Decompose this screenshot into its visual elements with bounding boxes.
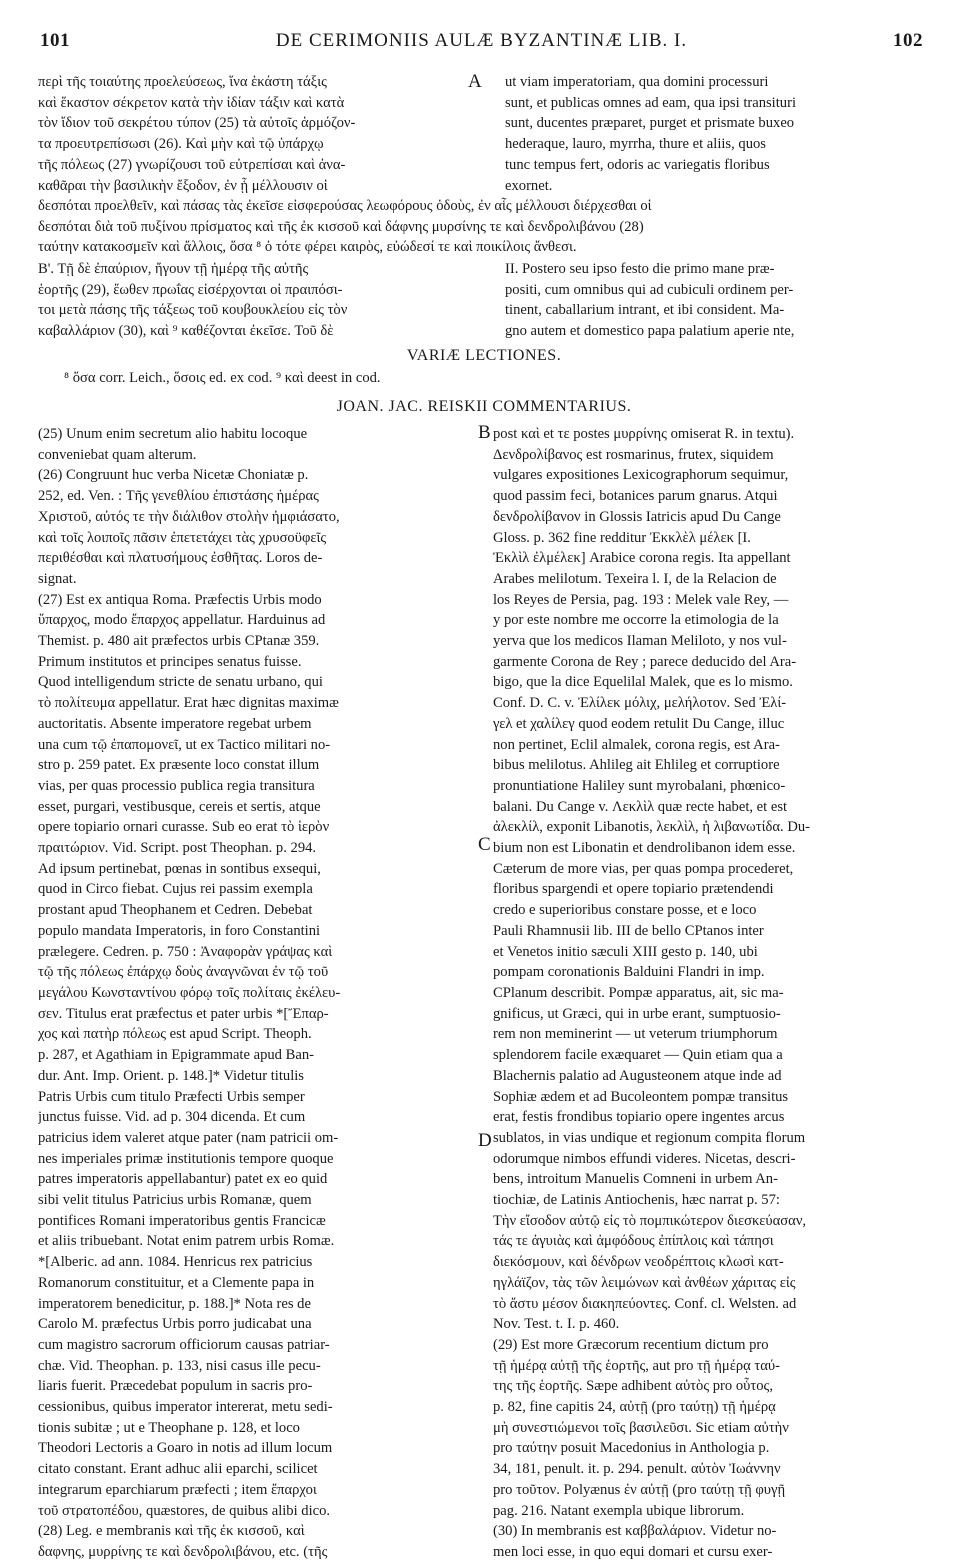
text-line: τῷ τῆς πόλεως ἐπάρχῳ δοὺς ἀναγνῶναι ἐν τῷ τοῦ xyxy=(38,964,329,981)
text-line: cum magistro sacrorum officiorum causas patriar- xyxy=(38,1336,330,1353)
text-line: της τῆς ἑορτῆς. Sæpe adhibent αὐτὸς pro οὗτος, xyxy=(493,1378,773,1395)
text-line: et aliis tribuebant. Notat enim patrem urbis Romæ. xyxy=(38,1233,335,1250)
text-line: vias, per quas processio publica regia transitura xyxy=(38,777,315,794)
text-line: χος καὶ πατὴρ πόλεως est apud Script. Theoph. xyxy=(38,1026,312,1043)
text-line: Ad ipsum pertinebat, pœnas in sontibus exsequi, xyxy=(38,860,321,877)
text-line: men loci esse, in quo equi domari et cursu exer- xyxy=(493,1543,773,1560)
text-line: Gloss. p. 362 fine redditur Ἐκκλὲλ μέλεκ [Ι. xyxy=(493,529,751,546)
text-line: Primum institutos et principes senatus fuisse. xyxy=(38,653,302,670)
text-line: *[Alberic. ad ann. 1084. Henricus rex patricius xyxy=(38,1254,313,1271)
text-line: καὶ ἕκαστον σέκρετον κατὰ τὴν ἰδίαν τάξιν καὶ κατὰ xyxy=(38,94,345,111)
text-line: p. 82, fine capitis 24, αὐτῇ (pro ταύτῃ) τῇ ἡμέρᾳ xyxy=(493,1399,776,1416)
text-line: Sophiæ ædem et ad Bucoleontem pompæ transitus xyxy=(493,1088,789,1105)
text-line: tinent, caballarium intrant, et ibi consident. Ma- xyxy=(505,302,785,319)
text-line: junctus fuisse. Vid. ad p. 304 dicenda. Et cum xyxy=(38,1109,306,1126)
margin-letter-a: A xyxy=(468,71,482,92)
text-line: tunc tempus fert, odoris ac variegatis floribus xyxy=(505,156,770,173)
text-line: tionis subitæ ; ut e Theophane p. 128, et loco xyxy=(38,1419,300,1436)
text-line: Conf. D. C. v. Ἐλίλεκ μόλιχ, μελήλοτον. Sed Ἐλί- xyxy=(493,695,787,712)
text-line: Δενδρολίβανος est rosmarinus, frutex, siquidem xyxy=(493,446,774,463)
text-line: tiochiæ, de Latinis Antiochenis, hæc narrat p. 57: xyxy=(493,1192,780,1209)
text-line: 34, 181, penult. it. p. 294. penult. αὐτὸν Ἰωάννην xyxy=(493,1461,781,1478)
text-line: τῇ ἡμέρᾳ αὐτῇ τῆς ἑορτῆς, aut pro τῇ ἡμέρᾳ ταύ- xyxy=(493,1357,781,1374)
text-line: τῆς πόλεως (27) γνωρίζουσι τοῦ εὐτρεπίσαι καὶ ἀνα- xyxy=(38,156,346,173)
text-line: τὸ πολίτευμα appellatur. Erat hæc dignitas maximæ xyxy=(38,695,339,712)
text-line: Blachernis palatio ad Augusteonem atque inde ad xyxy=(493,1067,782,1084)
text-line: τοῦ στρατοπέδου, quæstores, de quibus alibi dico. xyxy=(38,1502,331,1519)
text-line: credo e superioribus constare posse, et e loco xyxy=(493,902,757,919)
text-line: bibus melilotus. Ahlileg ait Ehlileg et corruptiore xyxy=(493,757,780,774)
text-line: nes imperiales primæ institutionis tempore quoque xyxy=(38,1150,334,1167)
page-number-right: 102 xyxy=(892,30,923,51)
text-line: τα προευτρεπίσωσι (26). Καὶ μὴν καὶ τῷ ὑπάρχῳ xyxy=(38,136,324,153)
text-line: gnificus, ut Græci, qui in urbe erant, sumptuosio- xyxy=(493,1005,781,1022)
text-line: yerva que los medicos Ilaman Meliloto, y nos vul- xyxy=(493,633,787,650)
variae-lectiones-note: ⁸ ὅσα corr. Leich., ὅσοις ed. ex cod. ⁹ καὶ deest in cod. xyxy=(64,370,381,386)
text-line: stro p. 259 patet. Ex præsente loco constat illum xyxy=(38,757,320,774)
text-line: II. Postero seu ipso festo die primo mane præ- xyxy=(505,261,775,277)
text-line: chæ. Vid. Theophan. p. 133, nisi casus ille pecu- xyxy=(38,1357,321,1374)
text-line: et Venetos initio sæculi XIII gesto p. 140, ubi xyxy=(493,943,758,960)
text-line: 252, ed. Ven. : Τῆς γενεθλίου ἐπιστάσης ἡμέρας xyxy=(38,488,319,505)
text-line: ὕπαρχος, modo ἔπαρχος appellatur. Harduinus ad xyxy=(38,612,326,629)
latin-column-section-2 xyxy=(505,259,930,342)
greek-full-width-text xyxy=(38,196,930,258)
running-header xyxy=(40,30,923,60)
text-line: balani. Du Cange v. Λεκλὶλ quæ recte habet, et est xyxy=(493,798,788,815)
text-line: (29) Est more Græcorum recentium dictum pro xyxy=(493,1336,769,1353)
text-line: Τὴν εἴσοδον αὐτῷ εἰς τὸ πομπικώτερον διεσκεύασαν, xyxy=(493,1212,807,1229)
text-line: καθᾶραι τὴν βασιλικὴν ἔξοδον, ἐν ᾗ μέλλουσιν οἱ xyxy=(38,177,328,194)
text-line: περιθέσθαι καὶ πλατυσήμους ἐσθῆτας. Loros de- xyxy=(38,550,323,567)
text-line: signat. xyxy=(38,570,77,587)
text-line: bigo, que la dice Equelilal Malek, que es lo mismo. xyxy=(493,674,793,691)
text-line: Romanorum constituitur, et a Clemente papa in xyxy=(38,1274,315,1291)
text-line: δεσπόται προελθεῖν, καὶ πάσας τὰς ἐκεῖσε εἰσφερούσας λεωφόρους ὁδοὺς, ἐν αἷς μέλλουσι διέρχεσθαι οἱ xyxy=(38,198,652,214)
text-line: καὶ τοῖς λοιποῖς πᾶσιν ἐπετετάχει τὰς χρυσοϋφεῖς xyxy=(38,529,327,546)
text-line: y por este nombre me occorre la etimologia de la xyxy=(493,612,779,629)
text-line: δαφνης, μυρρίνης τε καὶ δενδρολιβάνου, etc. (τῆς xyxy=(38,1543,328,1560)
text-line: p. 287, et Agathiam in Epigrammate apud Ban- xyxy=(38,1047,314,1064)
text-line: pro ταύτην posuit Macedonius in Anthologia p. xyxy=(493,1440,770,1457)
text-line: Quod intelligendum stricte de senatu urbano, qui xyxy=(38,674,323,691)
text-line: erat, festis frondibus topiario opere ingentes arcus xyxy=(493,1109,785,1126)
text-line: pag. 216. Natant exempla ubique librorum. xyxy=(493,1502,745,1519)
margin-letter-d: D xyxy=(478,1130,492,1151)
text-line: Patris Urbis cum titulo Præfecti Urbis semper xyxy=(38,1088,305,1105)
text-line: rem non meminerint — ut veterum triumphorum xyxy=(493,1026,778,1043)
text-line: Themist. p. 480 ait præfectos urbis CPtanæ 359. xyxy=(38,633,320,650)
text-line: διεκόσμουν, καὶ δένδρων νεοδρέπτοις κλωσὶ κατ- xyxy=(493,1254,784,1271)
text-line: τὸν ἴδιον τοῦ σεκρέτου τύπον (25) τὰ αὐτοῖς ἁρμόζον- xyxy=(38,115,356,132)
text-line: Arabes melilotum. Texeira l. I, de la Relacion de xyxy=(493,570,777,587)
text-line: splendorem facile exæquaret — Quin etiam qua a xyxy=(493,1047,783,1064)
variae-lectiones-heading: VARIÆ LECTIONES. xyxy=(406,347,562,364)
greek-column-top xyxy=(38,72,466,196)
text-line: (30) In membranis est καββαλάριον. Videtur no- xyxy=(493,1523,777,1540)
text-line: CPlanum describit. Pompæ apparatus, ait, sic ma- xyxy=(493,984,784,1001)
text-line: pronuntiatione Haliley sunt myrobalani, phœnico- xyxy=(493,777,786,794)
text-line: patres imperatoris appellabantur) patet ex eo quid xyxy=(38,1171,328,1188)
commentary-heading: JOAN. JAC. REISKII COMMENTARIUS. xyxy=(336,398,632,415)
text-line: bium non est Libonatin et dendrolibanon idem esse. xyxy=(493,840,796,857)
text-line: populo mandata Imperatoris, in foro Constantini xyxy=(38,922,321,939)
text-line: σεν. Titulus erat præfectus et pater urbis *[Ἔπαρ- xyxy=(38,1005,329,1022)
text-line: Ἐκλὶλ ἐλμέλεκ] Arabice corona regis. Ita appellant xyxy=(493,550,791,567)
text-line: positi, cum omnibus qui ad cubiculi ordinem per- xyxy=(505,281,794,298)
text-line: liaris fuerit. Præcedebat populum in sacris pro- xyxy=(38,1378,313,1395)
text-line: sunt, et publicas omnes ad eam, qua ipsi transituri xyxy=(505,94,797,111)
text-line: ut viam imperatoriam, qua domini processuri xyxy=(505,74,769,90)
text-line: prælegere. Cedren. p. 750 : Ἀναφορὰν γράψας καὶ xyxy=(38,943,333,960)
text-line: sibi velit titulus Patricius urbis Romanæ, quem xyxy=(38,1192,312,1209)
text-line: prostant apud Theophanem et Cedren. Debebat xyxy=(38,902,313,919)
text-line: sunt, ducentes præparet, purget et prismate buxeo xyxy=(505,115,795,132)
text-line: dur. Ant. Imp. Orient. p. 148.]* Videtur titulis xyxy=(38,1067,304,1084)
text-line: Nov. Test. t. I. p. 460. xyxy=(493,1316,620,1333)
text-line: hederaque, lauro, myrrha, thure et aliis, quos xyxy=(505,136,766,153)
text-line: non pertinet, Eclil almalek, corona regis, est Ara- xyxy=(493,736,780,753)
text-line: ηγλάϊζον, τὰς τῶν λειμώνων καὶ ἀνθέων χάριτας εἰς xyxy=(493,1274,796,1291)
commentary-left-column xyxy=(38,424,476,1563)
text-line: floribus spargendi et opere topiario prætendendi xyxy=(493,881,774,898)
text-line: post καὶ et τε postes μυρρίνης omiserat R. in textu). xyxy=(493,426,795,442)
text-line: bens, introitum Manuelis Comneni in urbem An- xyxy=(493,1171,778,1188)
text-line: Cæterum de more vias, per quas pompa procederet, xyxy=(493,860,794,877)
text-line: Pauli Rhamnusii lib. III de bello CPtanos inter xyxy=(493,922,764,939)
text-line: opere topiario ornari curasse. Sub eo erat τὸ ἱερὸν xyxy=(38,819,330,836)
margin-letter-b: B xyxy=(478,422,491,443)
text-line: γελ et χαλίλεγ quod eodem retulit Du Cange, illuc xyxy=(493,715,785,732)
text-line: Β'. Τῇ δὲ ἐπαύριον, ἤγουν τῇ ἡμέρᾳ τῆς αὐτῆς xyxy=(38,261,309,277)
text-line: conveniebat quam alterum. xyxy=(38,446,197,463)
text-line: integrarum eparchiarum præfecti ; item ἔπαρχοι xyxy=(38,1481,317,1498)
text-line: cessionibus, quibus imperator intererat, metu sedi- xyxy=(38,1399,333,1416)
text-line: μεγάλου Κωνσταντίνου φόρῳ τοῖς πολίταις ἐκέλευ- xyxy=(38,984,341,1001)
text-line: auctoritatis. Absente imperatore regebat urbem xyxy=(38,715,312,732)
text-line: quod passim feci, botanices parum gnarus. Atqui xyxy=(493,488,778,505)
text-line: pompam coronationis Balduini Flandri in imp. xyxy=(493,964,765,981)
text-line: patricius idem valeret atque pater (nam patricii om- xyxy=(38,1129,339,1146)
text-line: garmente Corona de Rey ; parece deducido del Ara- xyxy=(493,653,797,670)
text-line: Carolo M. præfectus Urbis porro judicabat una xyxy=(38,1316,312,1333)
text-line: pro τοῦτον. Polyænus ἐν αὐτῇ (pro ταύτῃ τῇ φυγῇ xyxy=(493,1481,786,1498)
text-line: exornet. xyxy=(505,177,553,194)
text-line: τάς τε ἀγυιὰς καὶ ἀμφόδους ἐπίπλοις καὶ τάπησι xyxy=(493,1233,774,1250)
text-line: ἑορτῆς (29), ἕωθεν πρωΐας εἰσέρχονται οἱ πραιπόσι- xyxy=(38,281,343,298)
text-line: ταύτην κατακοσμεῖν καὶ ἄλλοις, ὅσα ⁸ ὁ τότε φέρει καιρὸς, εὐώδεσί τε καὶ ποικίλοις ἄνθεσι. xyxy=(38,239,577,256)
text-line: περὶ τῆς τοιαύτης προελεύσεως, ἵνα ἑκάστη τάξις xyxy=(38,74,327,90)
text-line: (27) Est ex antiqua Roma. Præfectis Urbis modo xyxy=(38,591,322,608)
text-line: μὴ συνεστιώμενοι τοῖς βασιλεῦσι. Sic etiam αὐτὴν xyxy=(493,1419,789,1436)
margin-letter-c: C xyxy=(478,834,491,855)
text-line: τὸ ἄστυ μέσον διακηπεύοντες. Conf. cl. Welsten. ad xyxy=(493,1295,797,1312)
text-line: sublatos, in vias undique et regionum compita florum xyxy=(493,1129,806,1146)
text-line: pontifices Romani imperatoribus gentis Francicæ xyxy=(38,1212,326,1229)
page-number-left: 101 xyxy=(40,30,70,51)
text-line: imperatorem benedicitur, p. 188.]* Nota res de xyxy=(38,1295,311,1312)
text-line: quod in Circo fiebat. Cujus rei passim exempla xyxy=(38,881,313,898)
commentary-right-column xyxy=(493,424,930,1563)
text-line: (28) Leg. e membranis καὶ τῆς ἐκ κισσοῦ, καὶ xyxy=(38,1523,305,1540)
text-line: una cum τῷ ἐπαπομονεῖ, ut ex Tactico militari no- xyxy=(38,736,331,753)
text-line: πραιτώριον. Vid. Script. post Theophan. p. 294. xyxy=(38,840,317,857)
text-line: odorumque nimbos effundi videres. Nicetas, descri- xyxy=(493,1150,796,1167)
running-title: DE CERIMONIIS AULÆ BYZANTINÆ LIB. I. xyxy=(275,30,688,51)
text-line: gno autem et domestico papa palatium aperie nte, xyxy=(505,323,795,340)
text-line: (25) Unum enim secretum alio habitu locoque xyxy=(38,426,308,442)
text-line: ἀλεκλίλ, exponit Libanotis, λεκλὶλ, ἡ λιβανωτίδα. Du- xyxy=(493,819,811,836)
text-line: Χριστοῦ, αὐτός τε τὴν διάλιθον στολὴν ἠμφιάσατο, xyxy=(38,508,340,525)
text-line: los Reyes de Persia, pag. 193 : Melek vale Rey, — xyxy=(493,591,789,608)
greek-column-section-2 xyxy=(38,259,478,342)
text-line: esset, purgari, vestibusque, cereis et sertis, atque xyxy=(38,798,321,815)
text-line: τοι μετὰ πάσης τῆς τάξεως τοῦ κουβουκλείου εἰς τὸν xyxy=(38,302,348,319)
text-line: vulgares expositiones Lexicographorum sequimur, xyxy=(493,467,789,484)
text-line: δεσπόται διὰ τοῦ πυξίνου πρίσματος καὶ τῆς ἐκ κισσοῦ καὶ δάφνης μυρσίνης τε καὶ δενδρολιβάνου (28) xyxy=(38,218,644,235)
text-line: δενδρολίβανον in Glossis Iatricis apud Du Cange xyxy=(493,508,781,525)
text-line: Theodori Lectoris a Goaro in notis ad illum locum xyxy=(38,1440,333,1457)
text-line: citato constant. Erant adhuc alii eparchi, scilicet xyxy=(38,1461,318,1478)
text-line: καβαλλάριον (30), καὶ ⁹ καθέζονται ἐκεῖσε. Τοῦ δὲ xyxy=(38,323,334,340)
text-line: (26) Congruunt huc verba Nicetæ Choniatæ p. xyxy=(38,467,309,484)
latin-column-top xyxy=(505,72,930,196)
